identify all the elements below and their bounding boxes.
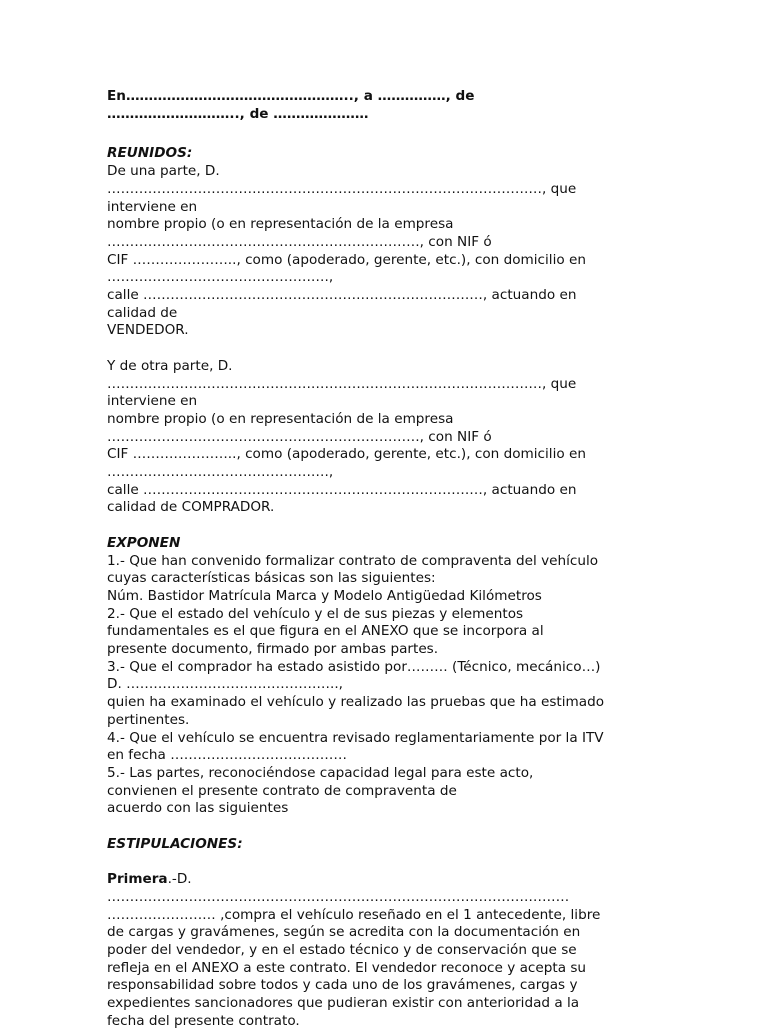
text-line: poder del vendedor, y en el estado técnico y de conservación que se	[107, 941, 577, 958]
text-line: 3.- Que el comprador ha estado asistido por……… (Técnico, mecánico…)	[107, 658, 601, 675]
primera-clause-title	[107, 871, 657, 889]
text-line: calidad de COMPRADOR.	[107, 499, 275, 516]
text-line: ………………………………………….,	[107, 269, 334, 286]
text-line: …………………… ,compra el vehículo reseñado en el 1 antecedente, libre	[107, 906, 601, 923]
text-line: CIF ………………….., como (apoderado, gerente, etc.), con domicilio en	[107, 446, 586, 463]
text-line: Núm. Bastidor Matrícula Marca y Modelo Antigüedad Kilómetros	[107, 587, 542, 604]
text-line: presente documento, firmado por ambas partes.	[107, 641, 439, 658]
text-line: 5.- Las partes, reconociéndose capacidad legal para este acto,	[107, 764, 534, 781]
document-header	[107, 88, 657, 123]
text-line: nombre propio (o en representación de la empresa	[107, 216, 454, 233]
text-line: interviene en	[107, 198, 198, 215]
text-line: ……………………………………………………………, con NIF ó	[107, 233, 492, 250]
exponen-heading: EXPONEN	[107, 534, 181, 551]
text-line: nombre propio (o en representación de la empresa	[107, 410, 454, 427]
primera-clause-body	[107, 889, 657, 1031]
estipulaciones-heading: ESTIPULACIONES:	[107, 835, 243, 852]
text-line: convienen el presente contrato de compraventa de	[107, 782, 457, 799]
text-line: CIF ………………….., como (apoderado, gerente, etc.), con domicilio en	[107, 251, 586, 268]
reunidos-buyer-block	[107, 358, 657, 517]
text-line: ……………………………………………………………, con NIF ó	[107, 428, 492, 445]
primera-label: Primera	[107, 871, 168, 888]
text-line: interviene en	[107, 393, 198, 410]
text-line: pertinentes.	[107, 711, 190, 728]
text-line: refleja en el ANEXO a este contrato. El vendedor reconoce y acepta su	[107, 959, 587, 976]
document-page	[107, 88, 657, 1031]
text-line: 4.- Que el vehículo se encuentra revisado reglamentariamente por la ITV	[107, 729, 604, 746]
text-line: VENDEDOR.	[107, 322, 189, 339]
text-line: Y de otra parte, D.	[107, 357, 233, 374]
text-line: expedientes sancionadores que pudieran existir con anterioridad a la	[107, 995, 580, 1012]
text-line: calle …………………………………………………………………, actuando en	[107, 287, 577, 304]
reunidos-seller-block	[107, 163, 657, 340]
text-line: D. ………………………………………..,	[107, 676, 343, 693]
text-line: responsabilidad sobre todos y cada uno de los gravámenes, cargas y	[107, 977, 578, 994]
text-line: fundamentales es el que figura en el ANEXO que se incorpora al	[107, 623, 544, 640]
text-line: ……………………………………………………………………………………, que	[107, 180, 577, 197]
primera-suffix: .-D.	[167, 871, 192, 888]
text-line: calidad de	[107, 304, 178, 321]
text-line: …………………………………………………………………………………………	[107, 888, 570, 905]
text-line: quien ha examinado el vehículo y realizado las pruebas que ha estimado	[107, 694, 605, 711]
exponen-block	[107, 553, 657, 819]
text-line: De una parte, D.	[107, 163, 220, 180]
reunidos-heading: REUNIDOS:	[107, 145, 193, 162]
header-line-month-year: ……………………….., de …………………	[107, 105, 369, 122]
text-line: en fecha …………………………………	[107, 747, 347, 764]
text-line: de cargas y gravámenes, según se acredita con la documentación en	[107, 924, 581, 941]
text-line: ……………………………………………………………………………………, que	[107, 375, 577, 392]
text-line: acuerdo con las siguientes	[107, 800, 289, 817]
text-line: 2.- Que el estado del vehículo y el de sus piezas y elementos	[107, 605, 524, 622]
text-line: cuyas características básicas son las siguientes:	[107, 570, 436, 587]
text-line: fecha del presente contrato.	[107, 1012, 300, 1029]
header-line-place-date: En………………………………………….., a ……………, de	[107, 88, 475, 104]
text-line: calle …………………………………………………………………, actuando en	[107, 481, 577, 498]
text-line: 1.- Que han convenido formalizar contrato de compraventa del vehículo	[107, 552, 599, 569]
text-line: ………………………………………….,	[107, 464, 334, 481]
